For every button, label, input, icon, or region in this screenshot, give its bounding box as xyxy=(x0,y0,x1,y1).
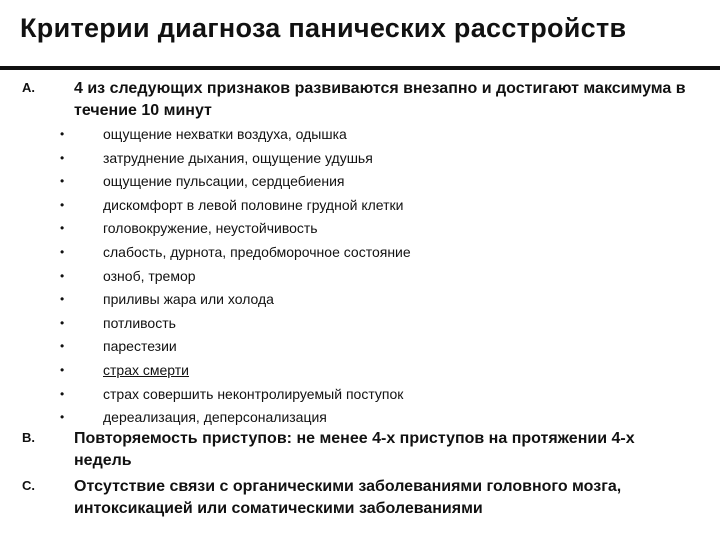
slide-title: Критерии диагноза панических расстройств xyxy=(20,13,627,43)
bullet-icon: • xyxy=(60,362,65,377)
bullet-icon: • xyxy=(60,410,65,425)
bullet-icon: • xyxy=(60,386,65,401)
criterion-b xyxy=(22,428,702,472)
criterion-c-letter: C. xyxy=(22,478,35,493)
symptom-text: ощущение нехватки воздуха, одышка xyxy=(103,126,347,142)
symptom-text: парестезии xyxy=(103,338,177,355)
symptom-text: ощущение пульсации, сердцебиения xyxy=(103,173,345,190)
title-underline xyxy=(0,66,720,70)
symptom-text: дереализация, деперсонализация xyxy=(103,409,327,426)
bullet-icon: • xyxy=(60,127,65,141)
criterion-a-text: 4 из следующих признаков развиваются внезапно и достигают максимума в течение 10 минут xyxy=(74,80,686,119)
symptom-text: приливы жара или холода xyxy=(103,291,274,308)
symptom-text: потливость xyxy=(103,314,176,331)
criterion-b-letter: B. xyxy=(22,430,35,445)
bullet-icon: • xyxy=(60,221,65,236)
symptom-text: головокружение, неустойчивость xyxy=(103,220,318,237)
criterion-c xyxy=(22,476,702,520)
symptom-text: слабость, дурнота, предобморочное состояние xyxy=(103,243,411,260)
bullet-icon: • xyxy=(60,244,65,259)
criterion-b-text: Повторяемость приступов: не менее 4-х приступов на протяжении 4-х недель xyxy=(74,430,635,469)
criterion-a xyxy=(22,78,702,122)
bullet-icon: • xyxy=(60,150,65,165)
symptom-text: озноб, тремор xyxy=(103,267,196,284)
bullet-icon: • xyxy=(60,315,65,330)
criterion-a-letter: A. xyxy=(22,80,35,95)
symptom-link[interactable]: страх смерти xyxy=(103,361,189,378)
bullet-icon: • xyxy=(60,292,65,307)
bullet-icon: • xyxy=(60,174,65,189)
bullet-icon: • xyxy=(60,339,65,354)
bullet-icon: • xyxy=(60,197,65,212)
symptom-text: дискомфорт в левой половине грудной клетки xyxy=(103,196,404,213)
bullet-icon: • xyxy=(60,268,65,283)
symptom-text: затруднение дыхания, ощущение удушья xyxy=(103,149,373,166)
symptom-text: страх совершить неконтролируемый поступок xyxy=(103,385,404,402)
criterion-c-text: Отсутствие связи с органическими заболеваниями головного мозга, интоксикацией или соматическими заболеваниями xyxy=(74,478,622,517)
